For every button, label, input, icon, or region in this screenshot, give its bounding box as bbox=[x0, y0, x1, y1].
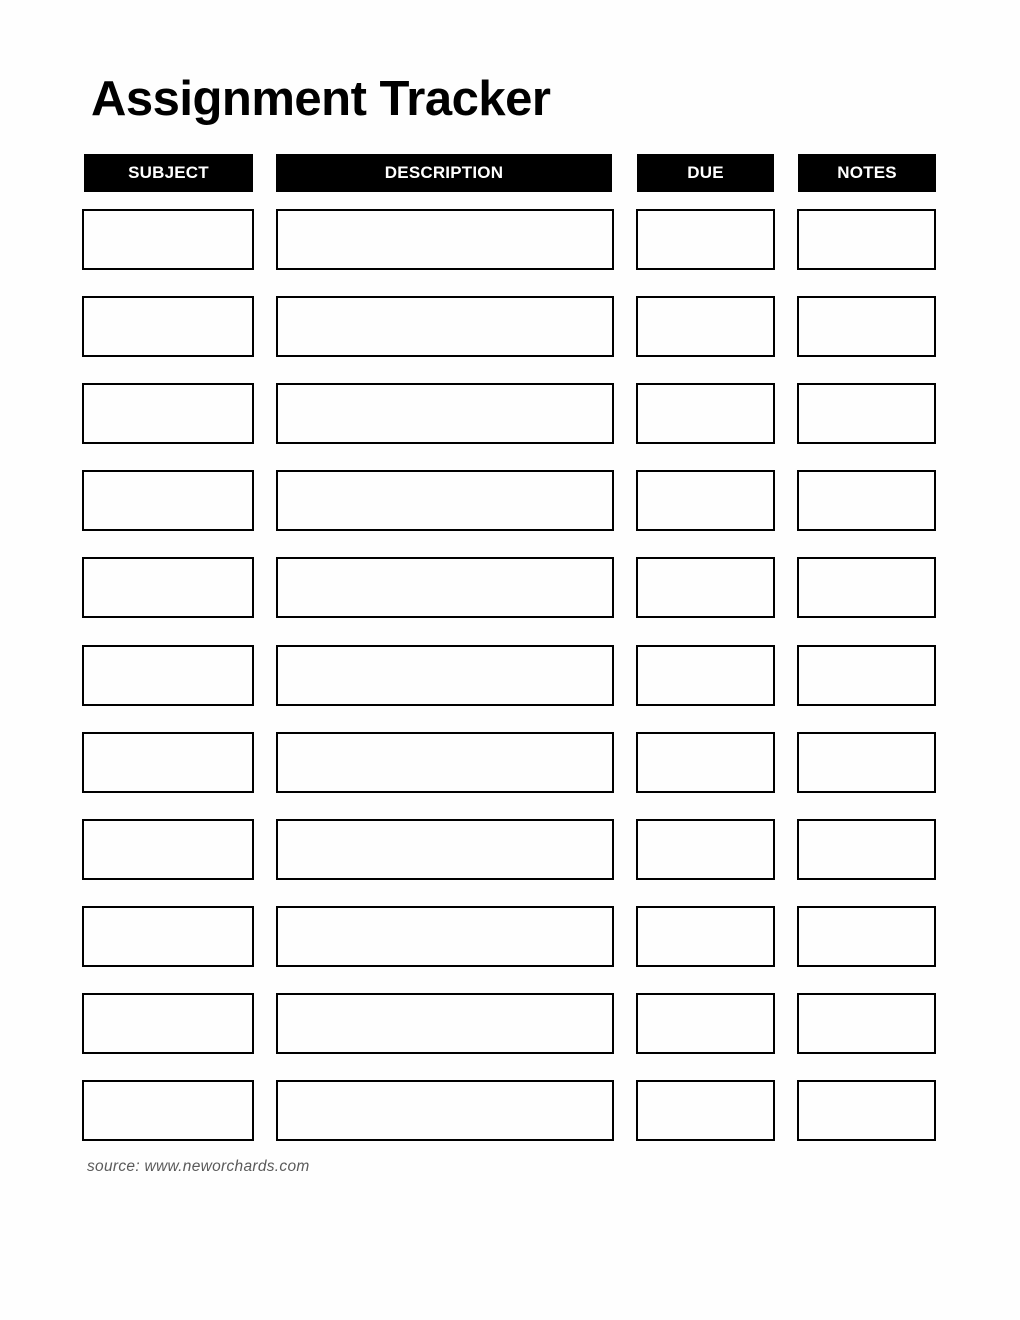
notes-cell[interactable] bbox=[797, 906, 936, 967]
due-cell[interactable] bbox=[636, 383, 775, 444]
subject-cell[interactable] bbox=[82, 819, 254, 880]
description-cell[interactable] bbox=[276, 732, 614, 793]
description-cell[interactable] bbox=[276, 296, 614, 357]
notes-cell[interactable] bbox=[797, 819, 936, 880]
subject-cell[interactable] bbox=[82, 209, 254, 270]
description-cell[interactable] bbox=[276, 993, 614, 1054]
description-cell[interactable] bbox=[276, 819, 614, 880]
subject-cell[interactable] bbox=[82, 645, 254, 706]
page-title: Assignment Tracker bbox=[91, 72, 551, 126]
due-cell[interactable] bbox=[636, 470, 775, 531]
notes-cell[interactable] bbox=[797, 1080, 936, 1141]
notes-cell[interactable] bbox=[797, 470, 936, 531]
description-cell[interactable] bbox=[276, 1080, 614, 1141]
subject-cell[interactable] bbox=[82, 470, 254, 531]
notes-cell[interactable] bbox=[797, 296, 936, 357]
due-cell[interactable] bbox=[636, 732, 775, 793]
notes-cell[interactable] bbox=[797, 557, 936, 618]
due-cell[interactable] bbox=[636, 645, 775, 706]
notes-cell[interactable] bbox=[797, 645, 936, 706]
column-header-notes: NOTES bbox=[798, 154, 936, 192]
notes-cell[interactable] bbox=[797, 732, 936, 793]
notes-cell[interactable] bbox=[797, 209, 936, 270]
notes-cell[interactable] bbox=[797, 993, 936, 1054]
source-credit: source: www.neworchards.com bbox=[87, 1158, 310, 1175]
due-cell[interactable] bbox=[636, 296, 775, 357]
due-cell[interactable] bbox=[636, 819, 775, 880]
description-cell[interactable] bbox=[276, 209, 614, 270]
description-cell[interactable] bbox=[276, 470, 614, 531]
subject-cell[interactable] bbox=[82, 1080, 254, 1141]
subject-cell[interactable] bbox=[82, 906, 254, 967]
subject-cell[interactable] bbox=[82, 732, 254, 793]
description-cell[interactable] bbox=[276, 906, 614, 967]
column-header-description: DESCRIPTION bbox=[276, 154, 612, 192]
due-cell[interactable] bbox=[636, 1080, 775, 1141]
subject-cell[interactable] bbox=[82, 557, 254, 618]
subject-cell[interactable] bbox=[82, 296, 254, 357]
due-cell[interactable] bbox=[636, 209, 775, 270]
subject-cell[interactable] bbox=[82, 993, 254, 1054]
due-cell[interactable] bbox=[636, 993, 775, 1054]
description-cell[interactable] bbox=[276, 645, 614, 706]
subject-cell[interactable] bbox=[82, 383, 254, 444]
description-cell[interactable] bbox=[276, 557, 614, 618]
due-cell[interactable] bbox=[636, 557, 775, 618]
due-cell[interactable] bbox=[636, 906, 775, 967]
description-cell[interactable] bbox=[276, 383, 614, 444]
notes-cell[interactable] bbox=[797, 383, 936, 444]
column-header-due: DUE bbox=[637, 154, 774, 192]
column-header-subject: SUBJECT bbox=[84, 154, 253, 192]
